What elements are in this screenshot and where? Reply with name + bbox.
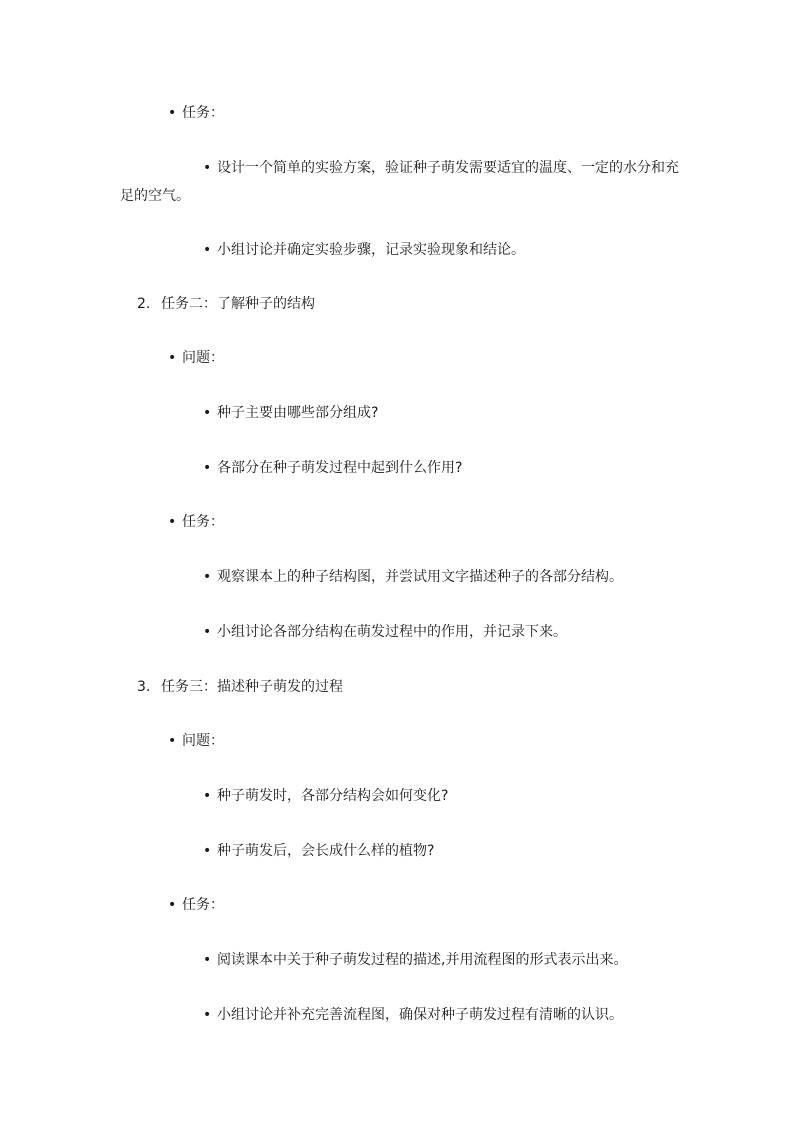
task-item-1-2: • 小组讨论并确定实验步骤，记录实验现象和结论。 <box>203 242 525 258</box>
question-3-1: • 种子萌发时，各部分结构会如何变化? <box>203 788 449 804</box>
task-3-1: • 阅读课本中关于种子萌发过程的描述,并用流程图的形式表示出来。 <box>203 952 628 968</box>
question-2-1: • 种子主要由哪些部分组成? <box>203 405 379 421</box>
question-3-2: • 种子萌发后，会长成什么样的植物? <box>203 843 435 859</box>
bullet: • <box>203 624 212 640</box>
bullet: • <box>203 788 212 804</box>
task-2-2: • 小组讨论各部分结构在萌发过程中的作用，并记录下来。 <box>203 624 567 640</box>
task-label-3: • 任务： <box>168 897 224 913</box>
task-2-1: • 观察课本上的种子结构图，并尝试用文字描述种子的各部分结构。 <box>203 569 623 585</box>
bullet: • <box>203 952 212 968</box>
bullet: • <box>203 160 212 176</box>
bullet: • <box>203 843 212 859</box>
bullet: • <box>168 733 177 749</box>
bullet: • <box>168 897 177 913</box>
section-3-heading: 3. 任务三：描述种子萌发的过程 <box>137 679 343 695</box>
bullet: • <box>203 405 212 421</box>
question-label-3: • 问题： <box>168 733 224 749</box>
bullet: • <box>168 105 177 121</box>
question-2-2: • 各部分在种子萌发过程中起到什么作用? <box>203 460 463 476</box>
task-item-1-1: • 设计一个简单的实验方案，验证种子萌发需要适宜的温度、一定的水分和充足的空气。 <box>120 154 680 210</box>
task-label-1: • 任务： <box>168 105 224 121</box>
section-2-heading: 2. 任务二：了解种子的结构 <box>137 296 315 312</box>
bullet: • <box>168 350 177 366</box>
bullet: • <box>203 460 212 476</box>
bullet: • <box>203 1007 212 1023</box>
bullet: • <box>168 514 177 530</box>
task-label-2: • 任务： <box>168 514 224 530</box>
task-3-2: • 小组讨论并补充完善流程图，确保对种子萌发过程有清晰的认识。 <box>203 1007 623 1023</box>
bullet: • <box>203 242 212 258</box>
bullet: • <box>203 569 212 585</box>
question-label-2: • 问题： <box>168 350 224 366</box>
